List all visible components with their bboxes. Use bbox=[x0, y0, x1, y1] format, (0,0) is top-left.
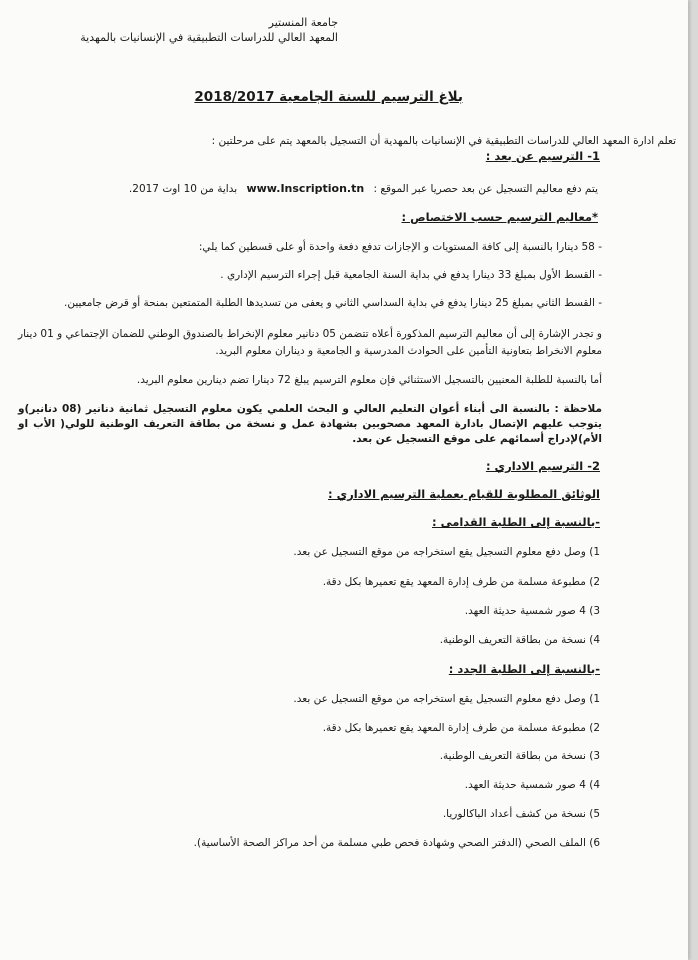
insurance-note: و تجدر الإشارة إلى أن معاليم الترسيم المذكورة أعلاه تتضمن 05 دنانير معلوم الإنخراط بالصندوق الوطني للضمان الإجتماعي و 01 دينار معلوم الانخراط بتعاونية التأمين على الحوادث المدرسية و الجامعية و ديناران معلوم البريد. bbox=[18, 328, 602, 357]
institute-name: المعهد العالي للدراسات التطبيقية في الإنسانيات بالمهدية bbox=[80, 31, 338, 44]
document-title: بلاغ الترسيم للسنة الجامعية 2018/2017 bbox=[194, 89, 463, 105]
list-item: 3) 4 صور شمسية حديثة العهد. bbox=[464, 605, 600, 617]
documents-heading: الوثائق المطلوبة للقيام بعملية الترسيم الاداري : bbox=[327, 487, 600, 501]
intro-paragraph: تعلم ادارة المعهد العالي للدراسات التطبيقية في الإنسانيات بالمهدية أن التسجيل بالمعهد يتم على مرحلتين : bbox=[211, 135, 676, 147]
list-item: 6) الملف الصحي (الدفتر الصحي وشهادة فحص طبي مسلمة من أحد مراكز الصحة الأساسية). bbox=[193, 837, 600, 849]
section2-heading: 2- الترسيم الاداري : bbox=[485, 459, 600, 473]
list-item: 5) نسخة من كشف أعداد الباكالوريا. bbox=[442, 808, 600, 820]
list-item: 3) نسخة من بطاقة التعريف الوطنية. bbox=[439, 750, 600, 762]
list-item: 4) 4 صور شمسية حديثة العهد. bbox=[464, 779, 600, 791]
section1-heading: 1- الترسيم عن بعد : bbox=[485, 149, 600, 163]
payment-line bbox=[129, 182, 598, 196]
fee-item: - 58 دينارا بالنسبة إلى كافة المستويات و الإجازات تدفع دفعة واحدة أو على قسطين كما يلي: bbox=[198, 241, 602, 253]
payment-prefix: يتم دفع معاليم التسجيل عن بعد حصريا عبر الموقع : bbox=[373, 183, 598, 195]
list-item: 4) نسخة من بطاقة التعريف الوطنية. bbox=[439, 634, 600, 646]
payment-suffix: بداية من 10 اوت 2017. bbox=[128, 183, 238, 195]
list-item: 2) مطبوعة مسلمة من طرف إدارة المعهد يقع تعميرها بكل دقة. bbox=[322, 576, 600, 588]
list-item: 1) وصل دفع معلوم التسجيل يقع استخراجه من موقع التسجيل عن بعد. bbox=[293, 693, 600, 705]
fee-item: - القسط الأول بمبلغ 33 دينارا يدفع في بداية السنة الجامعية قبل إجراء الترسيم الإداري . bbox=[220, 269, 602, 281]
old-students-heading: -بالنسبة إلى الطلبة القدامى : bbox=[431, 515, 600, 529]
remark-note: ملاحظة : بالنسبة الى أبناء أعوان التعليم العالي و البحث العلمي يكون معلوم التسجيل ثمانية دنانير (08 دنانير)و يتوجب عليهم الإتصال بادارة المعهد مصحوبين بشهادة عمل و نسخة من بطاقة التعريف الوطنية للولي( الأب او الأم)لإدراج أسمائهم على موقع التسجيل عن بعد. bbox=[18, 403, 602, 445]
list-item: 2) مطبوعة مسلمة من طرف إدارة المعهد يقع تعميرها بكل دقة. bbox=[322, 722, 600, 734]
website-link[interactable]: www.Inscription.tn bbox=[246, 182, 365, 195]
new-students-heading: -بالنسبة إلى الطلبة الجدد : bbox=[448, 662, 600, 676]
fee-item: - القسط الثاني بمبلغ 25 دينارا يدفع في بداية السداسي الثاني و يعفى من تسديدها الطلبة المتمتعين بمنحة أو قرض جامعيين. bbox=[63, 297, 602, 309]
university-name: جامعة المنستير bbox=[268, 16, 338, 29]
list-item: 1) وصل دفع معلوم التسجيل يقع استخراجه من موقع التسجيل عن بعد. bbox=[293, 546, 600, 558]
fees-heading: *معاليم الترسيم حسب الاختصاص : bbox=[401, 210, 598, 224]
exceptional-note: أما بالنسبة للطلبة المعنيين بالتسجيل الاستثنائي فإن معلوم الترسيم يبلغ 72 دينارا تضم دينارين معلوم البريد. bbox=[136, 374, 602, 386]
